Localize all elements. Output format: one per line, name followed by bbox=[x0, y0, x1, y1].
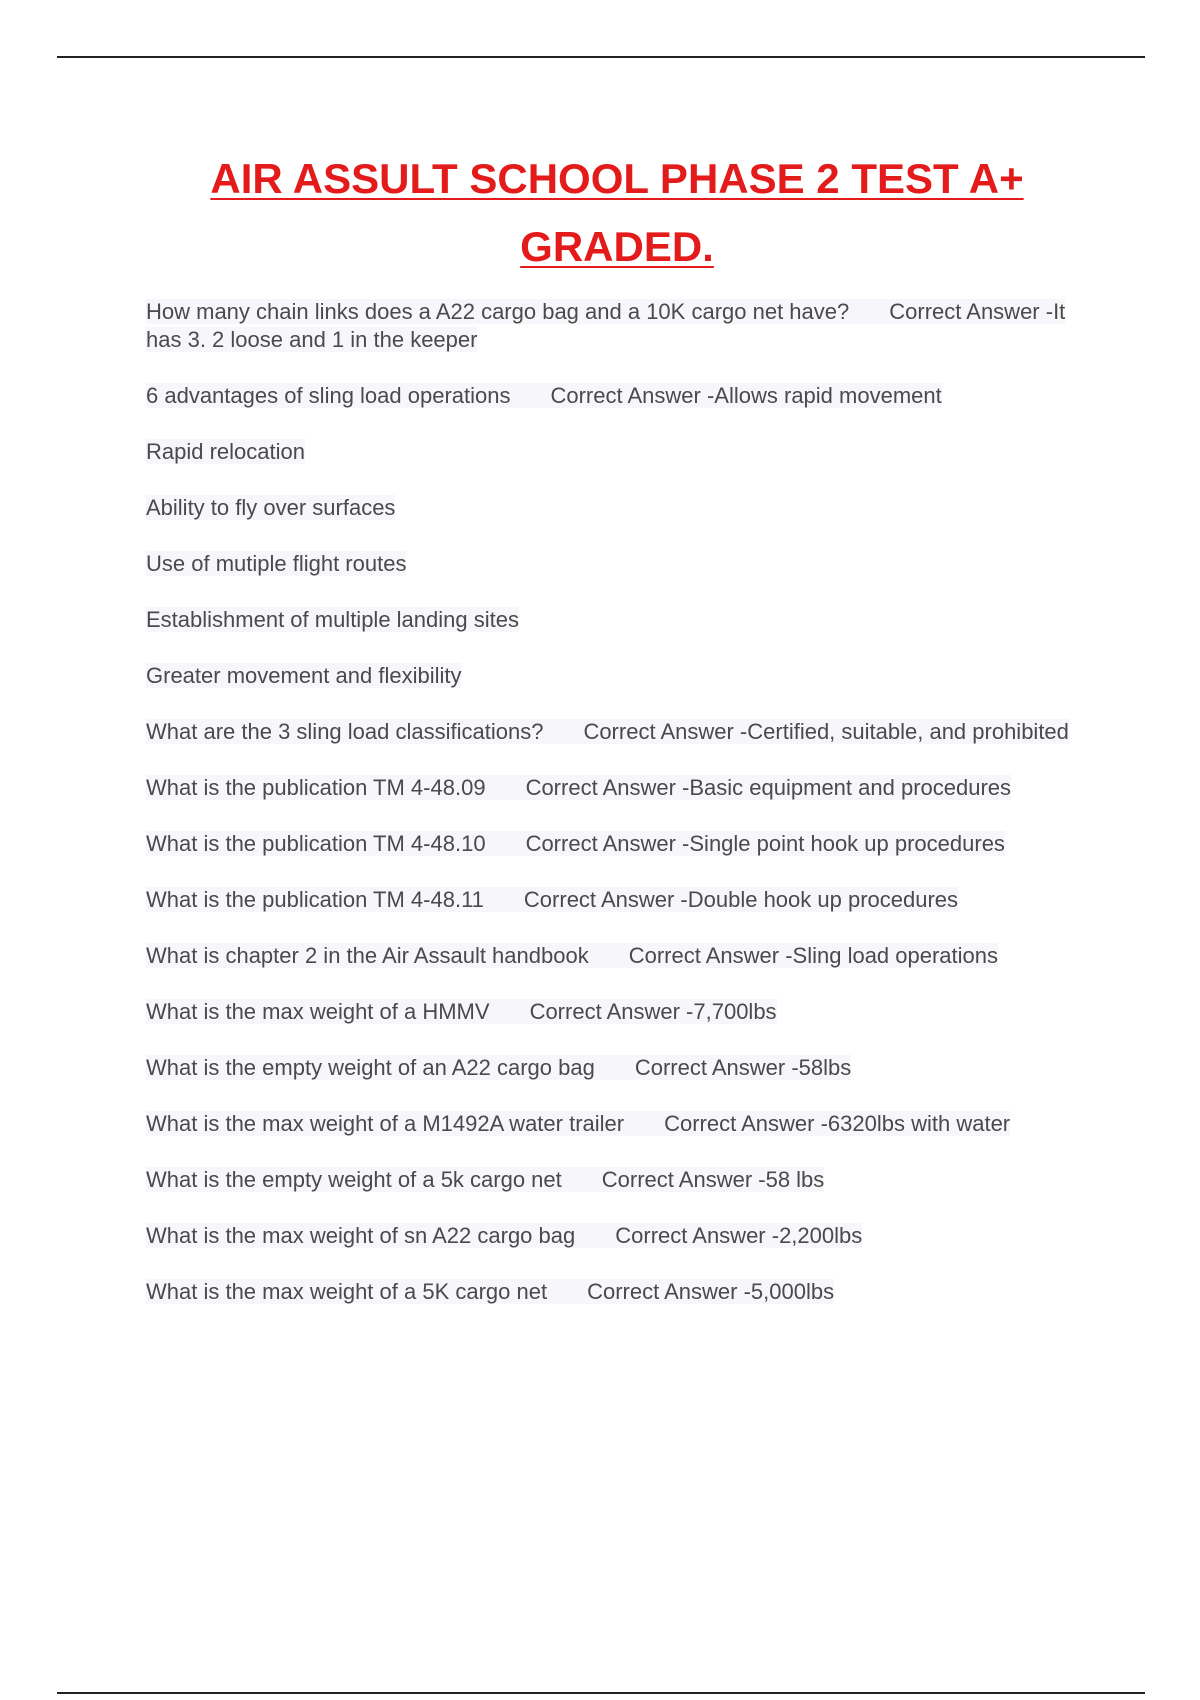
question-text: What is the publication TM 4-48.09 bbox=[146, 775, 486, 800]
question-text: What is the empty weight of an A22 cargo bag bbox=[146, 1055, 595, 1080]
qa-entry bbox=[146, 718, 1096, 746]
qa-list bbox=[146, 298, 1096, 1306]
qa-entry bbox=[146, 1222, 1096, 1250]
question-text: What is the max weight of a M1492A water trailer bbox=[146, 1111, 625, 1136]
question-text: Ability to fly over surfaces bbox=[146, 495, 396, 520]
answer-text: Correct Answer -Single point hook up procedures bbox=[525, 831, 1005, 856]
qa-entry bbox=[146, 438, 1096, 466]
question-text: What is the empty weight of a 5k cargo net bbox=[146, 1167, 562, 1192]
answer-text: Correct Answer -2,200lbs bbox=[615, 1223, 863, 1248]
qa-text bbox=[146, 607, 519, 632]
qa-entry bbox=[146, 998, 1096, 1026]
qa-entry bbox=[146, 886, 1096, 914]
question-text: What is chapter 2 in the Air Assault handbook bbox=[146, 943, 589, 968]
qa-text bbox=[146, 887, 958, 912]
answer-text: Correct Answer -5,000lbs bbox=[587, 1279, 835, 1304]
qa-entry bbox=[146, 606, 1096, 634]
qa-entry bbox=[146, 494, 1096, 522]
qa-text bbox=[146, 1223, 862, 1248]
qa-text bbox=[146, 775, 1011, 800]
qa-entry bbox=[146, 382, 1096, 410]
qa-entry bbox=[146, 1278, 1096, 1306]
question-text: Use of mutiple flight routes bbox=[146, 551, 407, 576]
answer-text: Correct Answer -Allows rapid movement bbox=[550, 383, 942, 408]
qa-text bbox=[146, 999, 777, 1024]
answer-text: Correct Answer -Certified, suitable, and prohibited bbox=[583, 719, 1069, 744]
answer-text: Correct Answer -58lbs bbox=[634, 1055, 852, 1080]
qa-text bbox=[146, 383, 942, 408]
qa-entry bbox=[146, 662, 1096, 690]
footer-rule bbox=[57, 1692, 1145, 1694]
answer-text: Correct Answer -58 lbs bbox=[601, 1167, 825, 1192]
question-text: Greater movement and flexibility bbox=[146, 663, 462, 688]
question-text: What is the publication TM 4-48.11 bbox=[146, 887, 484, 912]
qa-text bbox=[146, 719, 1069, 744]
qa-text bbox=[146, 495, 395, 520]
qa-text bbox=[146, 1167, 824, 1192]
answer-text: Correct Answer -Double hook up procedures bbox=[523, 887, 959, 912]
qa-entry bbox=[146, 298, 1096, 354]
question-text: What is the max weight of a 5K cargo net bbox=[146, 1279, 548, 1304]
qa-text bbox=[146, 439, 305, 464]
answer-text: Correct Answer -Sling load operations bbox=[628, 943, 999, 968]
qa-entry bbox=[146, 1110, 1096, 1138]
qa-text bbox=[146, 831, 1005, 856]
qa-entry bbox=[146, 550, 1096, 578]
qa-entry bbox=[146, 774, 1096, 802]
answer-text: Correct Answer -It has 3. 2 loose and 1 in the keeper bbox=[146, 299, 1066, 352]
question-text: Establishment of multiple landing sites bbox=[146, 607, 519, 632]
question-text: Rapid relocation bbox=[146, 439, 305, 464]
qa-text bbox=[146, 943, 998, 968]
answer-text: Correct Answer -Basic equipment and procedures bbox=[525, 775, 1012, 800]
qa-text bbox=[146, 663, 461, 688]
qa-entry bbox=[146, 942, 1096, 970]
answer-text: Correct Answer -6320lbs with water bbox=[664, 1111, 1011, 1136]
header-rule bbox=[57, 56, 1145, 58]
question-text: What are the 3 sling load classifications? bbox=[146, 719, 544, 744]
qa-text bbox=[146, 1055, 851, 1080]
title-line-1: AIR ASSULT SCHOOL PHASE 2 TEST A+ bbox=[210, 155, 1024, 202]
question-text: What is the publication TM 4-48.10 bbox=[146, 831, 486, 856]
document-title bbox=[0, 145, 1200, 281]
answer-text: Correct Answer -7,700lbs bbox=[529, 999, 777, 1024]
question-text: How many chain links does a A22 cargo bag and a 10K cargo net have? bbox=[146, 299, 850, 324]
qa-entry bbox=[146, 1166, 1096, 1194]
qa-text bbox=[146, 1279, 834, 1304]
title-line-2: GRADED. bbox=[520, 223, 714, 270]
qa-entry bbox=[146, 830, 1096, 858]
qa-text bbox=[146, 1111, 1010, 1136]
qa-text bbox=[146, 299, 1065, 352]
qa-entry bbox=[146, 1054, 1096, 1082]
question-text: 6 advantages of sling load operations bbox=[146, 383, 511, 408]
qa-text bbox=[146, 551, 406, 576]
question-text: What is the max weight of sn A22 cargo bag bbox=[146, 1223, 576, 1248]
question-text: What is the max weight of a HMMV bbox=[146, 999, 490, 1024]
